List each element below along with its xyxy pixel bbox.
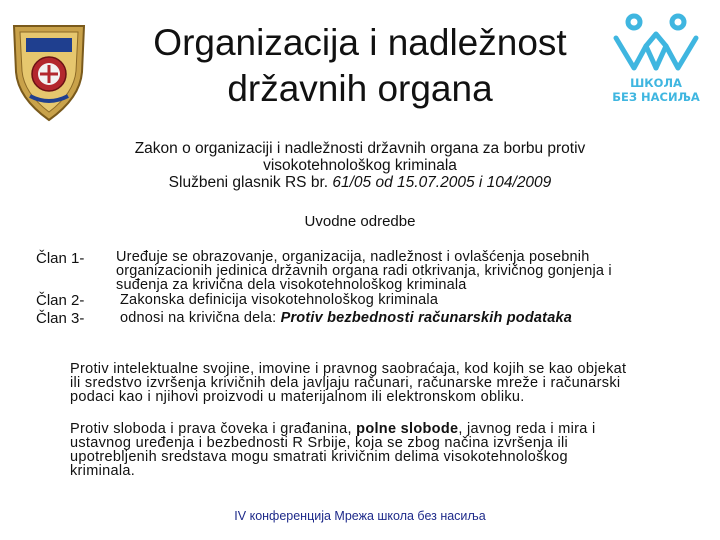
article-2-text: Zakonska definicija visokotehnološkog kriminala bbox=[120, 292, 439, 308]
paragraph-2-line-4: kriminala. bbox=[70, 463, 136, 479]
paragraph-1 bbox=[70, 362, 678, 404]
paragraph-1-line-3: podaci kao i njihovi proizvodi u materijalnom ili elektronskom obliku. bbox=[70, 389, 525, 405]
paragraph-2-suffix: , javnog reda i mira i bbox=[458, 421, 596, 437]
law-title-line-1: Zakon o organizaciji i nadležnosti državnih organa za borbu protiv bbox=[134, 140, 586, 157]
page-title bbox=[110, 20, 610, 112]
article-1-text bbox=[116, 250, 706, 292]
gazette-numbers: 61/05 od 15.07.2005 i 104/2009 bbox=[332, 174, 552, 191]
conference-footer: IV конференција Мрежа школа без насиља bbox=[234, 509, 486, 523]
logo-text-line-1: ШКОЛА bbox=[630, 76, 682, 90]
school-without-violence-logo bbox=[604, 10, 708, 110]
article-3-label: Član 3- bbox=[36, 310, 85, 327]
ministry-badge-emblem bbox=[8, 16, 90, 124]
gazette-prefix: Službeni glasnik RS br. bbox=[168, 174, 333, 191]
paragraph-1-line-2: ili sredstvo izvršenja krivičnih dela javljaju računari, računarske mreže i računarski bbox=[70, 375, 621, 391]
section-heading: Uvodne odredbe bbox=[304, 213, 416, 230]
article-1-line-1: Uređuje se obrazovanje, organizacija, nadležnost i ovlašćenja posebnih bbox=[116, 249, 590, 265]
paragraph-1-line-1: Protiv intelektualne svojine, imovine i pravnog saobraćaja, kod kojih se kao objekat bbox=[70, 361, 627, 377]
logo-text-line-2: БЕЗ НАСИЉА bbox=[612, 90, 700, 104]
paragraph-2-line-2: ustavnog uređenja i bezbednosti R Srbije, koja se zbog načina izvršenja ili bbox=[70, 435, 569, 451]
paragraph-2-prefix: Protiv sloboda i prava čoveka i građanina, bbox=[70, 421, 357, 437]
article-1-label: Član 1- bbox=[36, 250, 85, 267]
law-reference bbox=[40, 140, 680, 191]
article-3-prefix: odnosi na krivična dela: bbox=[120, 310, 281, 326]
title-line-1: Organizacija i nadležnost bbox=[153, 22, 567, 63]
children-figures-icon bbox=[604, 10, 708, 76]
article-3-bold: Protiv bezbednosti računarskih podataka bbox=[280, 310, 573, 326]
article-2-label: Član 2- bbox=[36, 292, 85, 309]
law-title-line-2: visokotehnološkog kriminala bbox=[263, 157, 457, 174]
article-1-line-3: suđenja za krivična dela visokotehnološkog kriminala bbox=[116, 277, 467, 293]
paragraph-2-bold: polne slobode bbox=[356, 421, 459, 437]
paragraph-2-line-1 bbox=[70, 422, 678, 436]
paragraph-2 bbox=[70, 422, 678, 478]
article-3-text bbox=[120, 311, 710, 325]
badge-icon bbox=[8, 16, 90, 124]
official-gazette-reference bbox=[40, 174, 680, 191]
title-line-2: državnih organa bbox=[227, 68, 493, 109]
article-1-line-2: organizacionih jedinica državnih organa radi otkrivanja, krivičnog gonjenja i bbox=[116, 263, 612, 279]
paragraph-2-line-3: upotrebljenih sredstava mogu smatrati krivičnim delima visokotehnološkog bbox=[70, 449, 568, 465]
